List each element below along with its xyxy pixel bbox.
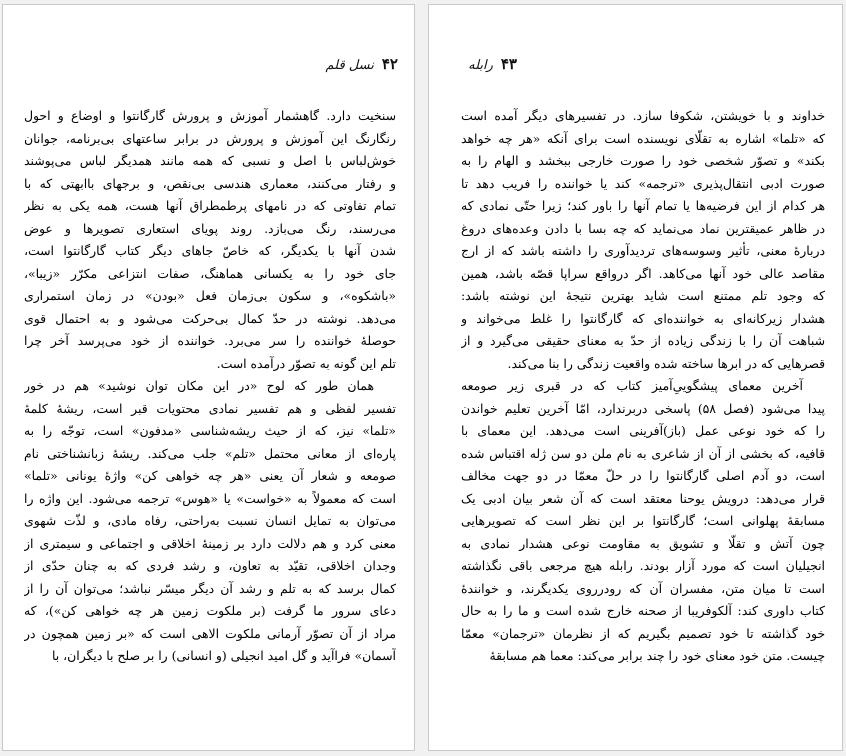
text-line: تفسیر لفظی و هم تفسیر نمادی محتویات قبر است، ریشهٔ کلمهٔ (24, 400, 396, 416)
left-page-header (326, 55, 399, 73)
text-line: کتاب داوری کند: آلکوفریبا از صحنه خارج شده است و ما را به حال (461, 603, 825, 618)
text-line: حوصلهٔ خواننده را سر می‌برد. خواننده از خود می‌پرسد آخر چرا (24, 333, 396, 348)
text-line: شدن آنها با یکدیگر، که خاصّ جاهای دیگر کتاب گارگانتوا است، (24, 243, 396, 258)
text-line: می‌رسند، رنگ می‌بازد. روند پویای استعاری تصویرها و عوض (24, 220, 396, 236)
left-page (2, 4, 415, 751)
left-running-title: نسل قلم (325, 58, 374, 73)
text-line: مراد از آن تصوّر آرمانی ملکوت الاهی است که «بر زمین همچون در (24, 625, 396, 641)
text-line: بکند» و تصوّر شخصی خود را صورت خارجی ببخشد و الهام را به (461, 153, 825, 168)
text-line: در ظاهر عمیقترین نماد می‌نماید که چه بسا با دادن وعده‌های دروغ (461, 220, 825, 236)
text-line: چون آتش و تقلّا و تشویق به مقاومت نوعی هشدار نمادی به (461, 535, 825, 551)
text-line: وجدان اخلاقی، تقیّد به تعاون، و رشد فردی که به چنان حدّی از (24, 558, 396, 573)
left-page-body (24, 105, 396, 668)
text-line: «تلما» نیز، که از حیث ریشه‌شناسی «مدفون» است، توجّه را به (24, 423, 396, 438)
text-line: چیست. متن خود معنای خود را چند برابر می‌کند: معما هم مسابقهٔ (489, 648, 825, 663)
text-line: قصرهایی که در ابرها ساخته شده واقعیت زندگی را بنا می‌کند. (507, 355, 825, 371)
text-line: صورت ادبی انتقال‌پذیری «ترجمه» کند یا خواننده را فریب دهد تا (461, 175, 825, 191)
text-line: است که معمولاً به «خواست» یا «هوس» ترجمه می‌شود. این واژه را (24, 490, 396, 506)
text-line: «باشکوه»، و سکون بی‌زمان فعل «بودن» در زمان استمراری (24, 288, 396, 303)
text-line: تلم این گونه به تصوّر درآمده است. (216, 355, 396, 371)
text-line: که «تلما» اشاره به تقلّای نویسنده است برای آنکه «هر چه خواهد (461, 130, 825, 146)
text-line: خوش‌لباس با اصل و نسبی که همه مانند همدیگر لباس می‌پوشند (24, 153, 396, 168)
text-line: خداوند و با خویشتن، شکوفا سازد. در تفسیرهای دیگر آمده است (461, 108, 825, 123)
text-line: صومعه و شعار آن یعنی «هر چه خواهی کن» واژهٔ یونانی «تلما» (24, 468, 396, 483)
text-line: هر کدام از این فرضیه‌ها یا تمام آنها را باور کند؛ زیرا حتّی نمادی که (461, 198, 825, 213)
right-page (428, 4, 843, 751)
text-line: معنی کرد و هم دلالت دارد بر زمینهٔ اخلاقی و اجتماعی و سیمتری از (24, 535, 396, 551)
text-line: تمام تفاوتی که در نامهای پرطمطراق آنها هست، همه یکی به نظر (24, 198, 396, 213)
text-line: رنگارنگ این آموزش و پرورش در برابر ساعتهای بی‌برنامه، جوانان (24, 130, 396, 146)
right-page-header (468, 55, 517, 73)
text-line: انجیلیان است که مورد آزار بودند. رابله هیچ مرجعی باقی نگذاشته (461, 558, 825, 573)
text-line: پیدا می‌شود (فصل ۵۸) پاسخی دربرندارد، امّا آخرین تعلیم خواندن (461, 400, 825, 416)
left-page-number: ۴۲ (381, 55, 398, 73)
text-line: قرار می‌دهد: درویش یوحنا معتقد است که آن شعر بیان ادبی یک (461, 490, 825, 506)
text-line: هشدار زیرکانه‌ای به خواننده‌ای که گارگانتوا را غلط می‌خواند و (461, 310, 825, 326)
text-line: آخرین معمای پیشگوییِ‌آمیز کتاب که در قبری زیر صومعه (461, 378, 803, 393)
text-line: دربارهٔ معنی، تأثیر وسوسه‌های تردیدآوری را داشته باشد که از ارج (461, 243, 825, 258)
text-line: آسمان» فراآید و گل امید انجیلی (و انسانی) را بر صلح با دیگران، با (51, 648, 396, 663)
text-line: جای خود را به یکسانی هماهنگ، صفات انتزاعی مکرّر «زیبا»، (24, 265, 396, 281)
text-line: خود گذاشته تا خود تصمیم بگیریم که از نظرمان «ترجمان» معمّا (461, 625, 825, 641)
right-page-number: ۴۳ (500, 55, 517, 73)
text-line: همان طور که لوح «در این مکان توان نوشید» هم در خور (24, 378, 374, 393)
text-line: که وجود تلم ممتنع است شاید بهترین نتیجهٔ این نوشته باشد: (461, 288, 825, 303)
text-line: را که خود نوعی عمل (باز)آفرینی است می‌دهد. این معمای با (461, 423, 825, 438)
text-line: قافیه، که بخشی از آن از شاعری به نام ملن دو سن ژله اقتباس شده (461, 445, 825, 461)
text-line: دعای سرور ما گرفت (بر ملکوت زمین هر چه خواهی کن»)، که (24, 603, 396, 618)
text-line: می‌توان به تمایل انسان نسبت به‌راحتی، رفاه مادی، و لذّت شهوی (24, 513, 396, 528)
text-line: کمال برسد که به تلم و رشد آن دیگر میسّر نباشد؛ می‌توان آن را از (24, 580, 396, 596)
text-line: مقاصد عالی خود آنها می‌کاهد. اگر درواقع سراپا قصّه باشد، همین (461, 265, 825, 281)
right-running-title: رابله (468, 58, 493, 73)
text-line: است تا میان متن، مفسران آن که رودرروی یکدیگرند، و خوانندهٔ (461, 580, 825, 596)
text-line: شباهت آن را با زندگی زیاده از حدّ به معنای حقیقی می‌گیرد و از (461, 333, 825, 348)
text-line: است، دو آدم اصلی گارگانتوا را در حلّ معمّا در دو جهت مخالف (461, 468, 825, 483)
right-page-body (461, 105, 825, 668)
text-line: و رفتار می‌کنند، معماری هندسی بی‌نقص، و برجهای باابهتی که با (24, 175, 396, 191)
text-line: می‌دهد. نوشته در حدّ کمال بی‌حرکت می‌شود و به احتمال قوی (24, 310, 396, 326)
text-line: مسابقهٔ پهلوانی است؛ گارگانتوا بر این نظر است که تصویرهایی (461, 513, 825, 528)
text-line: پاره‌ای از معانی محتمل «تلم» جلب می‌کند. ریشهٔ زبانشناختی نام (24, 445, 396, 461)
text-line: سنخیت دارد. گاهشمار آموزش و پرورش گارگانتوا و اوضاع و احول (24, 108, 396, 123)
